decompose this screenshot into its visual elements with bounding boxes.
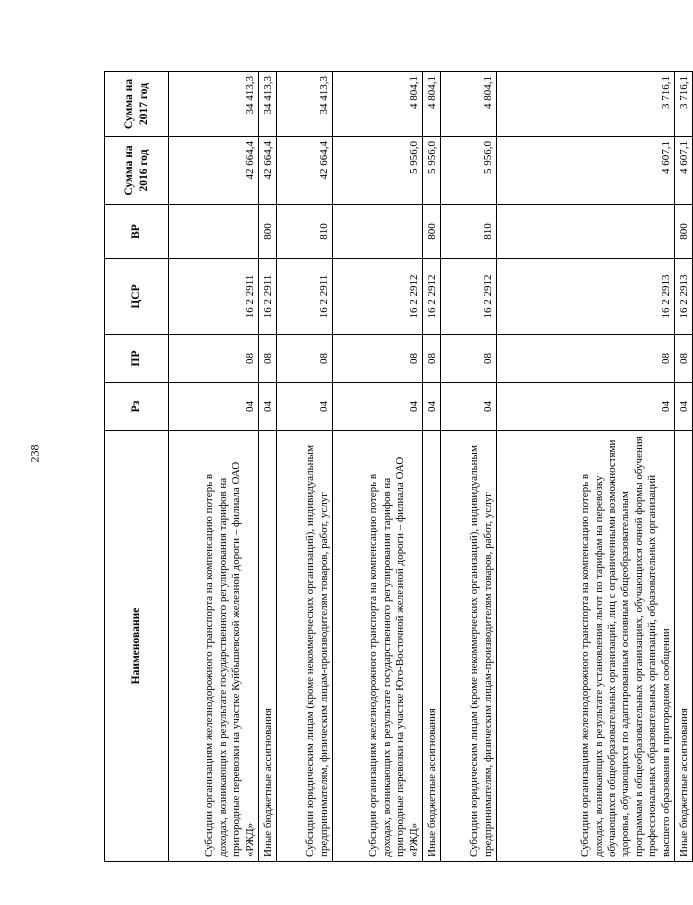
header-sum-2016: Сумма на 2016 год: [105, 137, 169, 205]
cell-name: Субсидии организациям железнодорожного транспорта на компенсацию потерь в доходах, возникающих в результате государственного регулирования тарифов на пригородные перевозки на участке Куйбышевской железной дороги – филиала ОАО «РЖД»: [169, 431, 259, 862]
header-name: Наименование: [105, 431, 169, 862]
table-row: [169, 72, 259, 862]
cell-sum-2016: 5 956,0: [423, 137, 441, 205]
cell-rz: 04: [259, 383, 277, 431]
cell-csr: 16 2 2912: [423, 259, 441, 335]
page-number: 238: [27, 444, 42, 463]
table-row: [277, 72, 333, 862]
cell-vr: 800: [423, 205, 441, 259]
header-csr: ЦСР: [105, 259, 169, 335]
cell-sum-2016: 42 664,4: [259, 137, 277, 205]
header-rz: Рз: [105, 383, 169, 431]
cell-sum-2017: 3 716,1: [675, 72, 693, 137]
cell-name: Субсидии юридическим лицам (кроме некоммерческих организаций), индивидуальным предпринимателям, физическим лицам-производителям товаров, работ, услуг: [277, 431, 333, 862]
cell-vr: [333, 205, 423, 259]
header-sum-2017: Сумма на 2017 год: [105, 72, 169, 137]
cell-rz: 04: [277, 383, 333, 431]
cell-sum-2016: 42 664,4: [277, 137, 333, 205]
cell-vr: 810: [441, 205, 497, 259]
cell-sum-2016: 42 664,4: [169, 137, 259, 205]
cell-sum-2017: 34 413,3: [277, 72, 333, 137]
cell-pr: 08: [441, 335, 497, 383]
table-header-row: [105, 72, 169, 862]
cell-name: Субсидии организациям железнодорожного транспорта на компенсацию потерь в доходах, возникающих в результате государственного регулирования тарифов на пригородные перевозки на участке Юго-Восточной железной дороги – филиала ОАО «РЖД»: [333, 431, 423, 862]
cell-sum-2016: 4 607,1: [675, 137, 693, 205]
cell-pr: 08: [423, 335, 441, 383]
budget-table-container: [104, 72, 690, 862]
cell-rz: 04: [675, 383, 693, 431]
cell-sum-2016: 5 956,0: [441, 137, 497, 205]
cell-vr: 810: [277, 205, 333, 259]
cell-csr: 16 2 2913: [497, 259, 675, 335]
table-row: [259, 72, 277, 862]
cell-sum-2016: 4 607,1: [497, 137, 675, 205]
cell-sum-2017: 4 804,1: [333, 72, 423, 137]
cell-rz: 04: [169, 383, 259, 431]
table-row: [333, 72, 423, 862]
cell-name: Иные бюджетные ассигнования: [423, 431, 441, 862]
cell-sum-2016: 5 956,0: [333, 137, 423, 205]
cell-csr: 16 2 2911: [277, 259, 333, 335]
table-row: [423, 72, 441, 862]
cell-sum-2017: 4 804,1: [423, 72, 441, 137]
cell-name: Иные бюджетные ассигнования: [259, 431, 277, 862]
cell-sum-2017: 34 413,3: [259, 72, 277, 137]
budget-table: [104, 71, 693, 862]
cell-pr: 08: [259, 335, 277, 383]
cell-pr: 08: [277, 335, 333, 383]
cell-pr: 08: [169, 335, 259, 383]
cell-csr: 16 2 2912: [333, 259, 423, 335]
cell-rz: 04: [497, 383, 675, 431]
cell-csr: 16 2 2911: [259, 259, 277, 335]
cell-name: Субсидии организациям железнодорожного транспорта на компенсацию потерь в доходах, возникающих в результате установления льгот по тарифам на перевозку обучающихся общеобразовательных организаций, лиц с ограниченными возможностями здоровья, обучающихся по адаптированным основным общеобразовательным программам в общеобразовательных организациях, обучающихся очной формы обучения профессиональных образовательных организаций, образовательных организаций высшего образования в пригородном сообщении: [497, 431, 675, 862]
cell-rz: 04: [333, 383, 423, 431]
cell-csr: 16 2 2911: [169, 259, 259, 335]
table-row: [441, 72, 497, 862]
cell-pr: 08: [497, 335, 675, 383]
cell-rz: 04: [423, 383, 441, 431]
cell-pr: 08: [333, 335, 423, 383]
cell-sum-2017: 3 716,1: [497, 72, 675, 137]
cell-name: Иные бюджетные ассигнования: [675, 431, 693, 862]
cell-sum-2017: 4 804,1: [441, 72, 497, 137]
cell-pr: 08: [675, 335, 693, 383]
cell-vr: [497, 205, 675, 259]
cell-csr: 16 2 2913: [675, 259, 693, 335]
cell-vr: [169, 205, 259, 259]
cell-csr: 16 2 2912: [441, 259, 497, 335]
table-row: [675, 72, 693, 862]
cell-vr: 800: [675, 205, 693, 259]
cell-vr: 800: [259, 205, 277, 259]
cell-sum-2017: 34 413,3: [169, 72, 259, 137]
header-pr: ПР: [105, 335, 169, 383]
table-row: [497, 72, 675, 862]
cell-rz: 04: [441, 383, 497, 431]
cell-name: Субсидии юридическим лицам (кроме некоммерческих организаций), индивидуальным предпринимателям, физическим лицам-производителям товаров, работ, услуг: [441, 431, 497, 862]
header-vr: ВР: [105, 205, 169, 259]
